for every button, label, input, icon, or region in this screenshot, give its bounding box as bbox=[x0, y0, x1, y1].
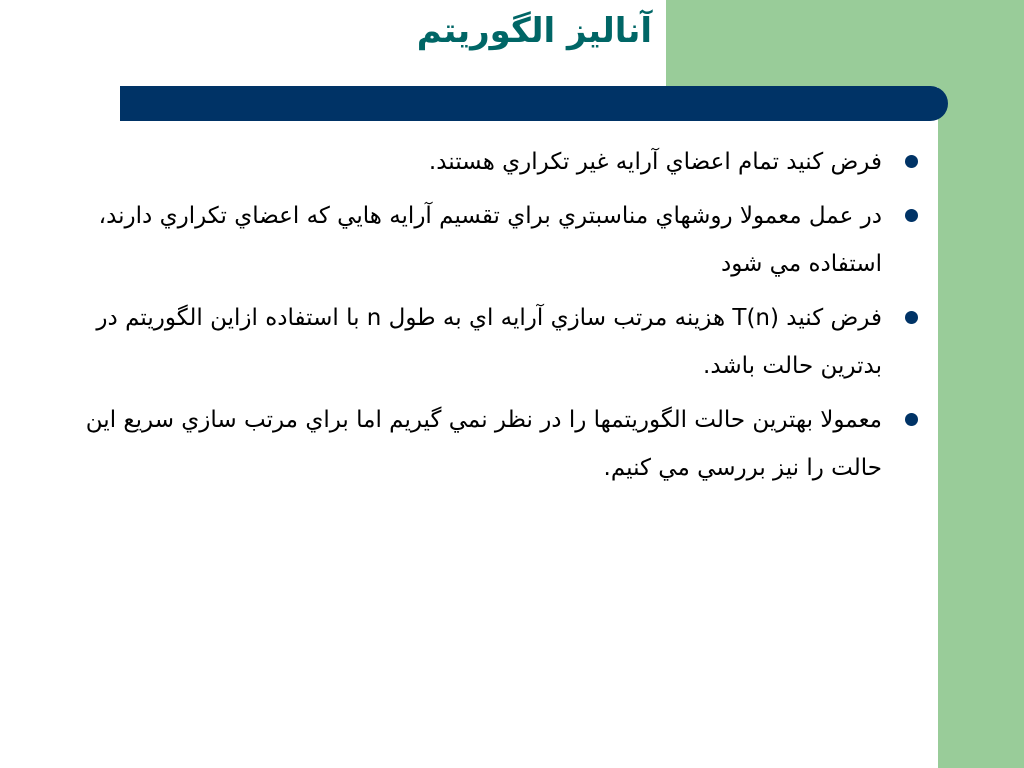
green-accent-top bbox=[666, 0, 1024, 87]
bullet-item-4 bbox=[60, 396, 920, 492]
slide-title: آناليز الگوريتم bbox=[416, 11, 652, 51]
bullet-item-2 bbox=[60, 192, 920, 288]
bullet-list bbox=[60, 138, 920, 498]
bullet-dot-icon bbox=[905, 413, 918, 426]
title-underline-bar bbox=[120, 86, 948, 121]
bullet-item-1 bbox=[60, 138, 920, 186]
bullet-item-3 bbox=[60, 294, 920, 390]
bullet-dot-icon bbox=[905, 209, 918, 222]
bullet-dot-icon bbox=[905, 155, 918, 168]
bullet-dot-icon bbox=[905, 311, 918, 324]
bullet-text-1: فرض كنيد تمام اعضاي آرايه غير تكراري هستند. bbox=[428, 149, 882, 175]
bullet-text-3: فرض كنيد T(n) هزينه مرتب سازي آرايه اي به طول n با استفاده ازاين الگوريتم در بدترين حالت باشد. bbox=[96, 305, 882, 379]
bullet-text-4: معمولا بهترين حالت الگوريتمها را در نظر نمي گيريم اما براي مرتب سازي سريع اين حالت را نيز بررسي مي كنيم. bbox=[85, 407, 882, 481]
green-accent-side bbox=[938, 87, 1024, 768]
bullet-text-2: در عمل معمولا روشهاي مناسبتري براي تقسيم آرايه هايي كه اعضاي تكراري دارند، استفاده مي شود bbox=[98, 203, 882, 277]
